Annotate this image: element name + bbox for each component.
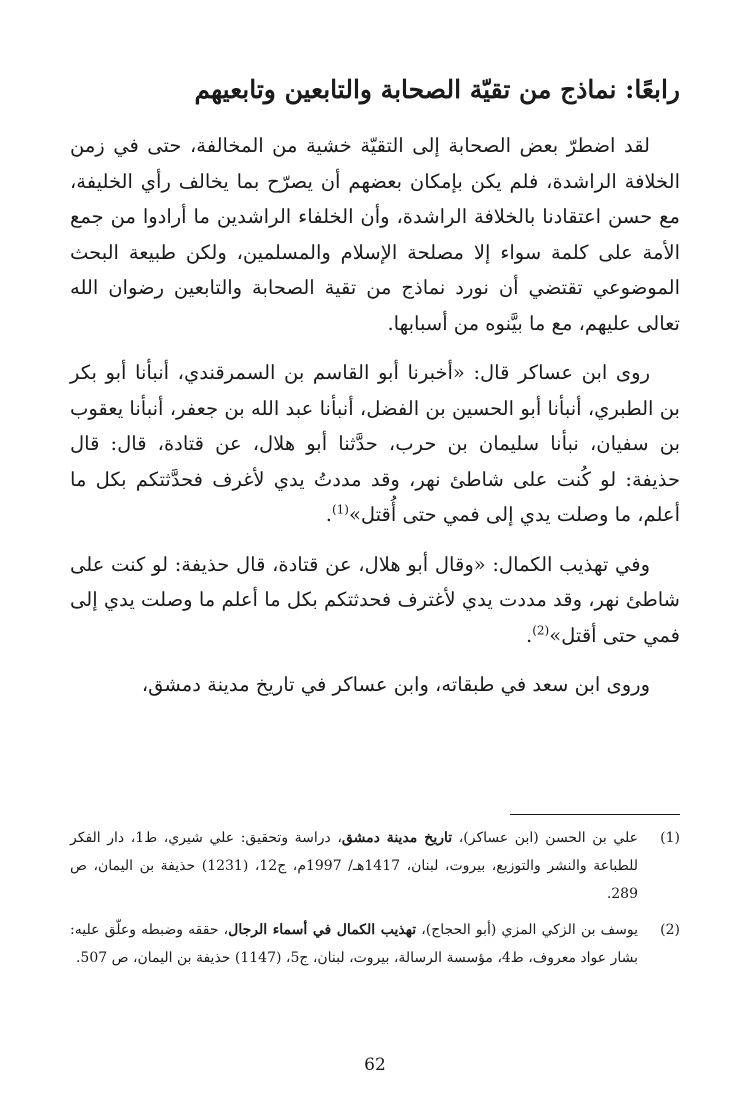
paragraph-tahdhib-text: وفي تهذيب الكمال: «وقال أبو هلال، عن قتادة، قال حذيفة: لو كنت على شاطئ نهر، وقد مددت يدي لأغترف فحدثتكم بكل ما أعلم ما وصلت يدي إلى فمي حتى أقتل» [70,552,680,647]
footnotes [70,824,680,980]
footnote-2-text [70,916,638,972]
footnote-marker-2[interactable]: (2) [532,623,550,637]
paragraph-tahdhib: وفي تهذيب الكمال: «وقال أبو هلال، عن قتادة، قال حذيفة: لو كنت على شاطئ نهر، وقد مددت يدي لأغترف فحدثتكم بكل ما أعلم ما وصلت يدي إلى فمي حتى أقتل»$^{(2)}$. [70,552,680,647]
page-body [70,70,680,717]
footnote-1-book-title: تاريخ مدينة دمشق [341,830,453,846]
footnote-2-author: يوسف بن الزكي المزي (أبو الحجاج)، [416,922,639,938]
paragraph-ibn-asakir-text: روى ابن عساكر قال: «أخبرنا أبو القاسم بن السمرقندي، أنبأنا أبو بكر بن الطبري، أنبأنا أبو الحسين بن الفضل، أنبأنا عبد الله بن جعفر، أنبأنا يعقوب بن سفيان، نبأنا سليمان بن حرب، حدَّثنا أبو هلال، عن قتادة، قال: قال حذيفة: لو كُنت على شاطئ نهر، وقد مددتُ يدي لأغرف فحدَّثتكم بكل ما أعلم، ما وصلت يدي إلى فمي حتى أُقتل» [70,361,680,526]
page-number: 62 [364,1055,386,1075]
paragraph-ibn-saad-text: وروى ابن سعد في طبقاته، وابن عساكر في تاريخ مدينة دمشق، [141,673,650,696]
paragraph-ibn-asakir: روى ابن عساكر قال: «أخبرنا أبو القاسم بن السمرقندي، أنبأنا أبو بكر بن الطبري، أنبأنا أبو الحسين بن الفضل، أنبأنا عبد الله بن جعفر، أنبأنا يعقوب بن سفيان، نبأنا سليمان بن حرب، حدَّثنا أبو هلال، عن قتادة، قال: قال حذيفة: لو كُنت على شاطئ نهر، وقد مددتُ يدي لأغرف فحدَّثتكم بكل ما أعلم، ما وصلت يدي إلى فمي حتى أُقتل»$^{(1)}$. [70,361,680,526]
footnote-marker-1[interactable]: (1) [331,502,349,517]
footnote-2-number: (2) [660,922,680,938]
paragraph-ibn-saad [70,667,680,703]
footnote-1-author: علي بن الحسن (ابن عساكر)، [452,830,639,846]
paragraph-intro-text: لقد اضطرّ بعض الصحابة إلى التقيّة خشية من المخالفة، حتى في زمن الخلافة الراشدة، فلم يكن بإمكان بعضهم أن يصرّح بما يخالف رأي الخليفة، مع حسن اعتقادنا بالخلافة الراشدة، وأن الخلفاء الراشدين ما أرادوا من جمع الأمة على كلمة سواء إلا مصلحة الإسلام والمسلمين، ولكن طبيعة البحث الموضوعي تقتضي أن نورد نماذج من تقية الصحابة والتابعين رضوان الله تعالى عليهم، مع ما بيَّنوه من أسبابها. [70,134,680,335]
footnote-2-book-title: تهذيب الكمال في أسماء الرجال [228,922,417,938]
footnote-2 [70,916,680,972]
footnote-divider [510,814,680,815]
footnote-2-details: ، حققه وضبطه وعلّق عليه: بشار عواد معروف، ط4، مؤسسة الرسالة، بيروت، لبنان، ج5، (1147) حذيفة بن اليمان، ص 507. [70,922,638,966]
footnote-1 [70,824,680,908]
paragraph-intro [70,128,680,341]
footnote-1-text [70,824,638,908]
footnote-1-number: (1) [660,830,680,846]
footnote-1-details: ، دراسة وتحقيق: علي شيري، ط1، دار الفكر للطباعة والنشر والتوزيع، بيروت، لبنان، 1417هـ/ 1997م، ج12، (1231) حذيفة بن اليمان، ص 289. [70,830,638,902]
section-heading: رابعًا: نماذج من تقيّة الصحابة والتابعين وتابعيهم [194,75,680,104]
